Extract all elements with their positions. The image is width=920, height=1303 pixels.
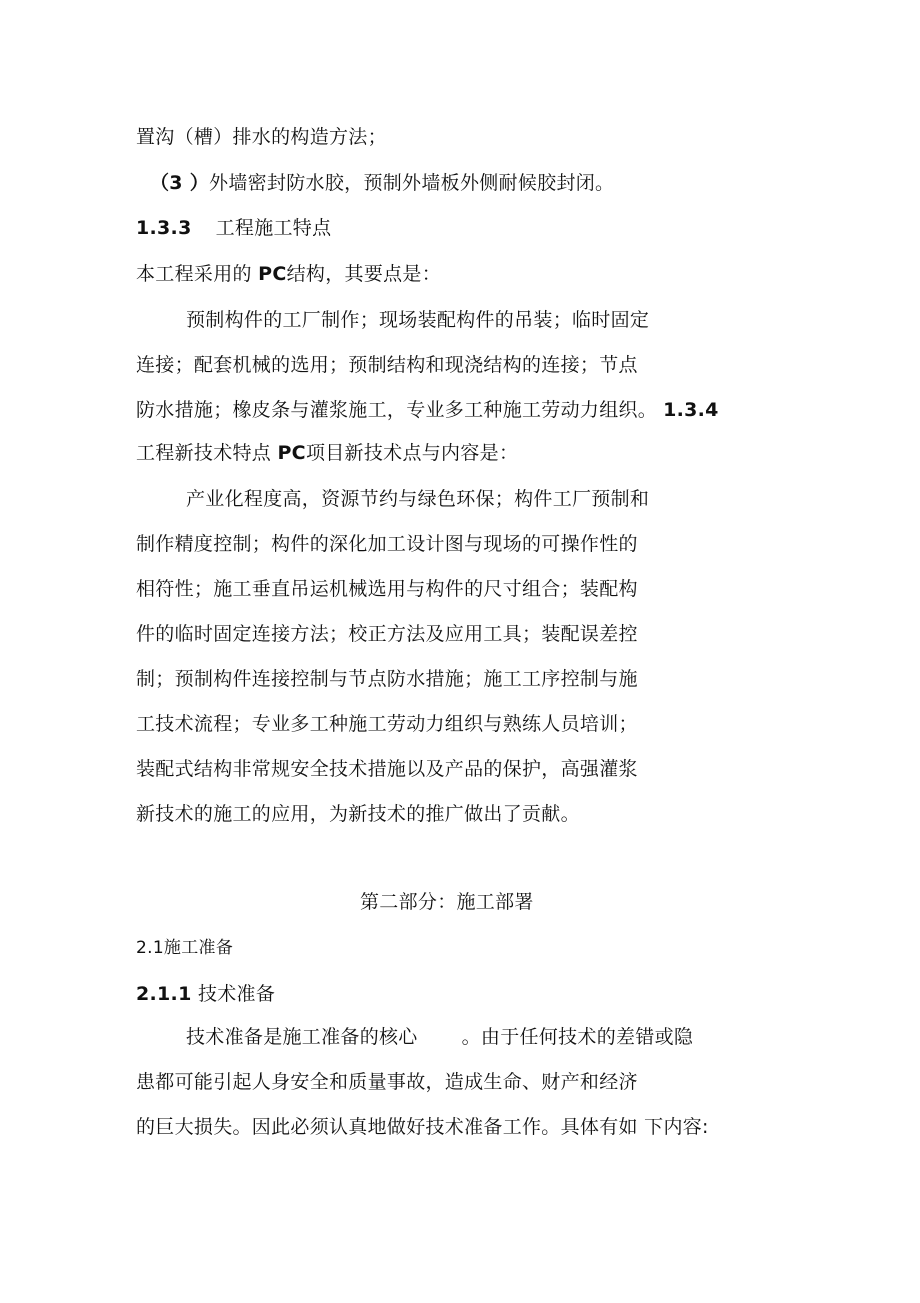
text-span: 项目新技术点与内容是： [305, 442, 519, 464]
section-title: 工程施工特点 [215, 217, 332, 239]
text-line: 件的临时固定连接方法；校正方法及应用工具；装配误差控 [136, 623, 638, 645]
section-heading-1-3-4 [136, 441, 518, 465]
section-number: 1.3.4 [663, 399, 719, 421]
text-line [136, 262, 441, 286]
text-span: 工程新技术特点 [136, 442, 278, 464]
section-heading-1-3-3 [136, 216, 331, 240]
text-span: 。由于任何技术的差错或隐 [461, 1026, 694, 1048]
text-span: 技术准备是施工准备的核心 [186, 1026, 418, 1048]
list-number: （3 ） [150, 172, 210, 194]
text-span: PC [277, 442, 306, 464]
section-heading-2-1-1 [136, 982, 275, 1006]
text-span: 结构，其要点是： [286, 263, 442, 285]
text-line: 制；预制构件连接控制与节点防水措施；施工工序控制与施 [136, 668, 638, 690]
text-line [186, 1025, 693, 1049]
text-line: 相符性；施工垂直吊运机械选用与构件的尺寸组合；装配构 [136, 578, 638, 600]
text-span: 防水措施；橡皮条与灌浆施工，专业多工种施工劳动力组织。 [136, 399, 658, 421]
text-line: 置沟（槽）排水的构造方法； [136, 126, 387, 148]
text-line: 连接；配套机械的选用；预制结构和现浇结构的连接；节点 [136, 354, 638, 376]
text-line: 产业化程度高，资源节约与绿色环保；构件工厂预制和 [186, 488, 650, 510]
section-number: 1.3.3 [136, 217, 192, 239]
text-line: 制作精度控制；构件的深化加工设计图与现场的可操作性的 [136, 533, 638, 555]
part-title: 第二部分：施工部署 [360, 891, 534, 913]
text-line: 预制构件的工厂制作；现场装配构件的吊装；临时固定 [186, 309, 650, 331]
list-text: 外墙密封防水胶，预制外墙板外侧耐候胶封闭。 [209, 172, 615, 194]
text-line: 装配式结构非常规安全技术措施以及产品的保护，高强灌浆 [136, 758, 638, 780]
text-line: 的巨大损失。因此必须认真地做好技术准备工作。具体有如 下内容: [136, 1116, 709, 1138]
text-span: PC [258, 263, 287, 285]
list-item-3 [150, 171, 614, 195]
section-heading-2-1: 2.1施工准备 [136, 938, 234, 958]
section-title: 技术准备 [191, 983, 276, 1005]
text-line: 新技术的施工的应用，为新技术的推广做出了贡献。 [136, 803, 580, 825]
text-line [136, 398, 719, 422]
text-line: 患都可能引起人身安全和质量事故，造成生命、财产和经济 [136, 1071, 638, 1093]
section-number: 2.1.1 [136, 983, 192, 1005]
text-line: 工技术流程；专业多工种施工劳动力组织与熟练人员培训； [136, 713, 638, 735]
text-span: 本工程采用的 [136, 263, 259, 285]
